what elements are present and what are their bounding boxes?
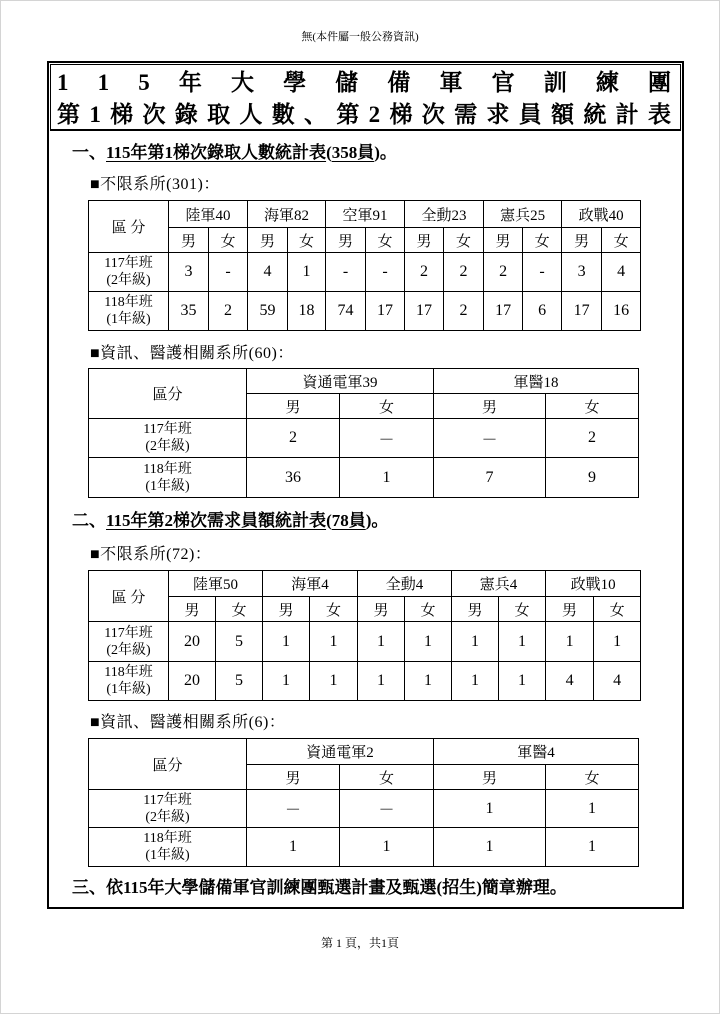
title-char: 數 bbox=[271, 102, 295, 127]
table-cell: 2 bbox=[209, 292, 248, 331]
title-char: 額 bbox=[551, 102, 574, 127]
title-char: 5 bbox=[138, 70, 150, 95]
table-cell: 1 bbox=[434, 790, 546, 828]
table-cell: 1 bbox=[499, 662, 546, 701]
title-char: 次 bbox=[142, 102, 166, 127]
heading-text: ( bbox=[326, 511, 332, 530]
column-group-header: 海軍82 bbox=[248, 201, 326, 228]
title-char: 備 bbox=[387, 70, 411, 95]
table-row bbox=[89, 662, 641, 701]
column-group-header: 海軍4 bbox=[263, 571, 358, 597]
table-cell: 36 bbox=[247, 458, 340, 498]
row-label-grade: (2年級) bbox=[106, 273, 151, 288]
title-line-1 bbox=[57, 69, 671, 97]
table-row bbox=[89, 790, 639, 828]
table-cell: － bbox=[340, 419, 434, 458]
table-cell: 1 bbox=[434, 828, 546, 867]
gender-subheader: 男 bbox=[452, 597, 499, 622]
row-label bbox=[89, 662, 169, 701]
table-row bbox=[89, 458, 639, 498]
title-char: 人 bbox=[239, 102, 263, 127]
table-cell: 5 bbox=[216, 662, 263, 701]
title-char: 梯 bbox=[110, 102, 134, 127]
section-2-heading bbox=[72, 510, 388, 532]
table-corner-header: 區分 bbox=[89, 369, 247, 419]
gender-subheader: 女 bbox=[340, 394, 434, 419]
title-char: 年 bbox=[178, 70, 202, 95]
table-cell: 2 bbox=[444, 292, 484, 331]
batch1-it-medical-table bbox=[88, 368, 639, 498]
row-label-grade: (2年級) bbox=[145, 439, 190, 454]
table-cell: 9 bbox=[546, 458, 639, 498]
gender-subheader: 女 bbox=[594, 597, 641, 622]
title-char: 1 bbox=[97, 70, 110, 95]
row-label-class-year: 118年班 bbox=[104, 295, 153, 310]
title-char: 、 bbox=[304, 102, 327, 127]
table-cell: 2 bbox=[444, 253, 484, 292]
table-cell: 1 bbox=[546, 622, 594, 662]
header-row-groups bbox=[89, 369, 639, 394]
row-label-grade: (1年級) bbox=[145, 848, 190, 863]
table-cell: 35 bbox=[169, 292, 209, 331]
table-cell: 20 bbox=[169, 622, 216, 662]
gender-subheader: 男 bbox=[247, 394, 340, 419]
table-cell: 16 bbox=[602, 292, 641, 331]
table-cell: 59 bbox=[248, 292, 288, 331]
table-row bbox=[89, 419, 639, 458]
row-label-grade: (2年級) bbox=[145, 809, 190, 825]
gender-subheader: 女 bbox=[546, 765, 639, 790]
row-label-class-year: 118年班 bbox=[143, 461, 192, 477]
header-row-gender bbox=[89, 228, 641, 253]
title-char: 軍 bbox=[439, 70, 463, 95]
table-cell: 4 bbox=[546, 662, 594, 701]
column-group-header: 政戰40 bbox=[562, 201, 641, 228]
title-char: 取 bbox=[207, 102, 231, 127]
table-cell: 1 bbox=[405, 662, 452, 701]
gender-subheader: 男 bbox=[562, 228, 602, 253]
column-group-header: 陸軍50 bbox=[169, 571, 263, 597]
gender-subheader: 女 bbox=[209, 228, 248, 253]
title-char: 學 bbox=[283, 70, 307, 95]
table-cell: 1 bbox=[405, 622, 452, 662]
table-cell: 2 bbox=[405, 253, 444, 292]
batch2-it-medical-table bbox=[88, 738, 639, 867]
title-char: 訓 bbox=[543, 70, 567, 95]
title-char: 員 bbox=[518, 102, 542, 127]
gender-subheader: 男 bbox=[263, 597, 310, 622]
heading-text: )。 bbox=[374, 143, 397, 162]
table-row bbox=[89, 622, 641, 662]
table-cell: 17 bbox=[405, 292, 444, 331]
table-cell: 1 bbox=[310, 662, 358, 701]
heading-underlined-text: 115年第1梯次錄取人數統計表 bbox=[106, 143, 327, 162]
header-row-groups bbox=[89, 739, 639, 765]
row-label bbox=[89, 622, 169, 662]
section-3-note bbox=[72, 877, 567, 899]
gender-subheader: 女 bbox=[523, 228, 562, 253]
table-cell: 17 bbox=[562, 292, 602, 331]
column-group-header: 資通電軍2 bbox=[247, 739, 434, 765]
table-cell: － bbox=[434, 419, 546, 458]
table-cell: 1 bbox=[358, 622, 405, 662]
table-cell: 2 bbox=[247, 419, 340, 458]
gender-subheader: 女 bbox=[444, 228, 484, 253]
row-label-class-year: 117年班 bbox=[143, 792, 192, 808]
table-row bbox=[89, 253, 641, 292]
row-label-grade: (1年級) bbox=[106, 312, 151, 327]
header-row-groups bbox=[89, 571, 641, 597]
table-row bbox=[89, 828, 639, 867]
table-cell: 7 bbox=[434, 458, 546, 498]
table-cell: 3 bbox=[562, 253, 602, 292]
column-group-header: 陸軍40 bbox=[169, 201, 248, 228]
table-cell: 1 bbox=[452, 662, 499, 701]
row-label-grade: (1年級) bbox=[106, 682, 151, 697]
table-cell: 1 bbox=[340, 828, 434, 867]
table-cell: 17 bbox=[484, 292, 523, 331]
gender-subheader: 男 bbox=[405, 228, 444, 253]
table-cell: 17 bbox=[366, 292, 405, 331]
heading-text: 一、 bbox=[72, 143, 106, 162]
column-group-header: 憲兵4 bbox=[452, 571, 546, 597]
row-label bbox=[89, 790, 247, 828]
gender-subheader: 男 bbox=[434, 765, 546, 790]
row-label bbox=[89, 253, 169, 292]
column-group-header: 空軍91 bbox=[326, 201, 405, 228]
table-cell: 1 bbox=[452, 622, 499, 662]
column-group-header: 憲兵25 bbox=[484, 201, 562, 228]
gender-subheader: 女 bbox=[340, 765, 434, 790]
title-char: 1 bbox=[57, 70, 69, 95]
gender-subheader: 男 bbox=[484, 228, 523, 253]
row-label bbox=[89, 458, 247, 498]
column-group-header: 資通電軍39 bbox=[247, 369, 434, 394]
table-3-label: ■不限系所(72)： bbox=[90, 546, 212, 563]
table-cell: － bbox=[247, 790, 340, 828]
table-cell: 1 bbox=[546, 828, 639, 867]
heading-text: 三、依115年大學儲備軍官訓練團甄選計畫及甄選(招生)簡章辦理。 bbox=[72, 878, 567, 897]
gender-subheader: 男 bbox=[169, 597, 216, 622]
gender-subheader: 男 bbox=[326, 228, 366, 253]
row-label bbox=[89, 828, 247, 867]
column-group-header: 軍醫4 bbox=[434, 739, 639, 765]
gender-subheader: 女 bbox=[602, 228, 641, 253]
heading-text: 二、 bbox=[72, 511, 106, 530]
row-label bbox=[89, 292, 169, 331]
table-cell: 1 bbox=[263, 622, 310, 662]
table-cell: 1 bbox=[288, 253, 326, 292]
gender-subheader: 男 bbox=[434, 394, 546, 419]
row-label bbox=[89, 419, 247, 458]
title-char: 大 bbox=[231, 70, 254, 95]
classification-note: 無(本件屬一般公務資訊) bbox=[301, 31, 419, 43]
table-cell: - bbox=[209, 253, 248, 292]
table-cell: 3 bbox=[169, 253, 209, 292]
title-char: 求 bbox=[486, 102, 510, 127]
batch2-unrestricted-table bbox=[88, 570, 641, 701]
table-corner-header: 區分 bbox=[89, 739, 247, 790]
title-char: 表 bbox=[647, 102, 671, 127]
title-char: 儲 bbox=[335, 70, 359, 95]
header-row-groups bbox=[89, 201, 641, 228]
table-cell: - bbox=[326, 253, 366, 292]
table-cell: - bbox=[366, 253, 405, 292]
table-cell: 1 bbox=[546, 790, 639, 828]
row-label-class-year: 117年班 bbox=[104, 625, 153, 641]
column-group-header: 政戰10 bbox=[546, 571, 641, 597]
table-cell: 2 bbox=[484, 253, 523, 292]
heading-underlined-text: 78員 bbox=[331, 511, 366, 530]
gender-subheader: 女 bbox=[366, 228, 405, 253]
row-label-class-year: 118年班 bbox=[143, 831, 192, 846]
section-1-heading bbox=[72, 142, 397, 164]
gender-subheader: 女 bbox=[216, 597, 263, 622]
title-char: 次 bbox=[421, 102, 445, 127]
header-row-gender bbox=[89, 597, 641, 622]
row-label-class-year: 117年班 bbox=[104, 256, 153, 271]
gender-subheader: 男 bbox=[247, 765, 340, 790]
table-cell: 1 bbox=[247, 828, 340, 867]
title-char: 第 bbox=[57, 102, 80, 127]
table-cell: 1 bbox=[310, 622, 358, 662]
title-char: 統 bbox=[583, 102, 607, 127]
heading-text: )。 bbox=[365, 511, 389, 530]
row-label-grade: (1年級) bbox=[145, 478, 190, 494]
table-corner-header: 區 分 bbox=[89, 201, 169, 253]
gender-subheader: 男 bbox=[248, 228, 288, 253]
row-label-class-year: 118年班 bbox=[104, 665, 153, 680]
title-char: 梯 bbox=[389, 102, 413, 127]
page-number-footer: 第 1 頁，共1頁 bbox=[320, 936, 399, 950]
table-cell: 2 bbox=[546, 419, 639, 458]
title-char: 第 bbox=[336, 102, 360, 127]
table-cell: 4 bbox=[248, 253, 288, 292]
gender-subheader: 女 bbox=[546, 394, 639, 419]
heading-text: ( bbox=[326, 143, 332, 162]
table-cell: 6 bbox=[523, 292, 562, 331]
title-char: 2 bbox=[368, 102, 381, 127]
title-char: 官 bbox=[491, 70, 515, 95]
table-cell: 1 bbox=[358, 662, 405, 701]
gender-subheader: 女 bbox=[288, 228, 326, 253]
table-cell: 1 bbox=[340, 458, 434, 498]
table-cell: 74 bbox=[326, 292, 366, 331]
table-cell: 1 bbox=[594, 622, 641, 662]
gender-subheader: 男 bbox=[546, 597, 594, 622]
title-box bbox=[50, 64, 681, 131]
table-cell: 1 bbox=[263, 662, 310, 701]
gender-subheader: 女 bbox=[405, 597, 452, 622]
title-char: 1 bbox=[89, 102, 101, 127]
heading-underlined-text: 358員 bbox=[331, 143, 375, 162]
row-label-grade: (2年級) bbox=[106, 642, 151, 658]
title-char: 練 bbox=[595, 70, 619, 95]
table-row bbox=[89, 292, 641, 331]
gender-subheader: 女 bbox=[310, 597, 358, 622]
heading-underlined-text: 115年第2梯次需求員額統計表 bbox=[106, 511, 327, 530]
table-1-label: ■不限系所(301)： bbox=[90, 176, 220, 193]
table-cell: - bbox=[523, 253, 562, 292]
title-char: 需 bbox=[454, 102, 478, 127]
title-char: 團 bbox=[648, 70, 671, 95]
table-cell: 20 bbox=[169, 662, 216, 701]
table-cell: 18 bbox=[288, 292, 326, 331]
table-cell: 5 bbox=[216, 622, 263, 662]
row-label-class-year: 117年班 bbox=[143, 422, 192, 437]
column-group-header: 全動23 bbox=[405, 201, 484, 228]
column-group-header: 軍醫18 bbox=[434, 369, 639, 394]
table-cell: 4 bbox=[594, 662, 641, 701]
title-line-2 bbox=[57, 101, 671, 129]
gender-subheader: 男 bbox=[358, 597, 405, 622]
table-cell: 1 bbox=[499, 622, 546, 662]
table-corner-header: 區 分 bbox=[89, 571, 169, 622]
table-cell: 4 bbox=[602, 253, 641, 292]
title-char: 計 bbox=[615, 102, 639, 127]
batch1-unrestricted-table bbox=[88, 200, 641, 331]
gender-subheader: 男 bbox=[169, 228, 209, 253]
table-2-label: ■資訊、醫護相關系所(60)： bbox=[90, 345, 294, 362]
table-cell: － bbox=[340, 790, 434, 828]
title-char: 錄 bbox=[174, 102, 198, 127]
column-group-header: 全動4 bbox=[358, 571, 452, 597]
gender-subheader: 女 bbox=[499, 597, 546, 622]
table-4-label: ■資訊、醫護相關系所(6)： bbox=[90, 714, 286, 731]
